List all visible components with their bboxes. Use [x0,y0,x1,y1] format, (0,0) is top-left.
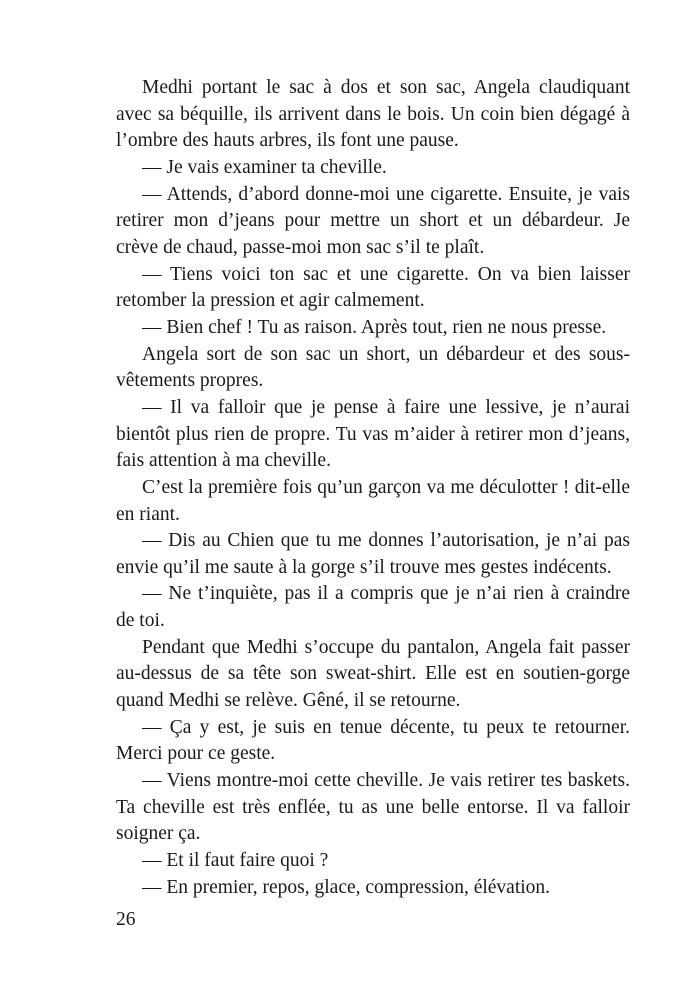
page-number: 26 [116,909,136,930]
text-line: C’est la première fois qu’un garçon va me déculotter ! dit-elle [142,476,630,498]
text-line: — Tiens voici ton sac et une cigarette. On va bien laisser [142,263,630,285]
text-line: avec sa béquille, ils arrivent dans le bois. Un coin bien dégagé à [116,103,630,125]
text-line: — Bien chef ! Tu as raison. Après tout, rien ne nous presse. [142,316,607,338]
text-line: fais attention à ma cheville. [116,450,331,472]
text-line: — Dis au Chien que tu me donnes l’autorisation, je n’ai pas [142,530,630,552]
text-line: — Il va falloir que je pense à faire une lessive, je n’aurai [142,396,630,418]
text-line: retomber la pression et agir calmement. [116,290,425,312]
text-line: vêtements propres. [116,370,264,392]
text-line: Medhi portant le sac à dos et son sac, Angela claudiquant [142,77,630,98]
page-text [116,75,630,901]
text-line: — Et il faut faire quoi ? [142,850,329,872]
text-line: crève de chaud, passe-moi mon sac s’il te plaît. [116,236,485,258]
text-line: — En premier, repos, glace, compression, élévation. [142,876,551,898]
text-line: l’ombre des hauts arbres, ils font une pause. [116,130,459,152]
text-line: en riant. [116,503,180,525]
text-line: — Ne t’inquiète, pas il a compris que je n’ai rien à craindre [142,583,630,605]
text-line: — Attends, d’abord donne-moi une cigarette. Ensuite, je vais [142,183,630,205]
text-line: Angela sort de son sac un short, un débardeur et des sous- [142,343,630,365]
text-line: au-dessus de sa tête son sweat-shirt. Elle est en soutien-gorge [116,663,630,685]
text-line: Merci pour ce geste. [116,743,276,765]
text-line: envie qu’il me saute à la gorge s’il trouve mes gestes indécents. [116,556,612,578]
text-line: — Ça y est, je suis en tenue décente, tu peux te retourner. [142,716,630,738]
text-line: — Je vais examiner ta cheville. [142,156,387,178]
text-line: soigner ça. [116,823,201,845]
text-line: Pendant que Medhi s’occupe du pantalon, Angela fait passer [142,636,630,658]
text-line: quand Medhi se relève. Gêné, il se retourne. [116,690,461,712]
text-line: Ta cheville est très enflée, tu as une belle entorse. Il va falloir [116,796,630,818]
text-line: de toi. [116,610,165,632]
text-line: bientôt plus rien de propre. Tu vas m’aider à retirer mon d’jeans, [116,423,630,445]
text-line: retirer mon d’jeans pour mettre un short et un débardeur. Je [116,210,630,232]
text-line: — Viens montre-moi cette cheville. Je vais retirer tes baskets. [142,770,630,792]
